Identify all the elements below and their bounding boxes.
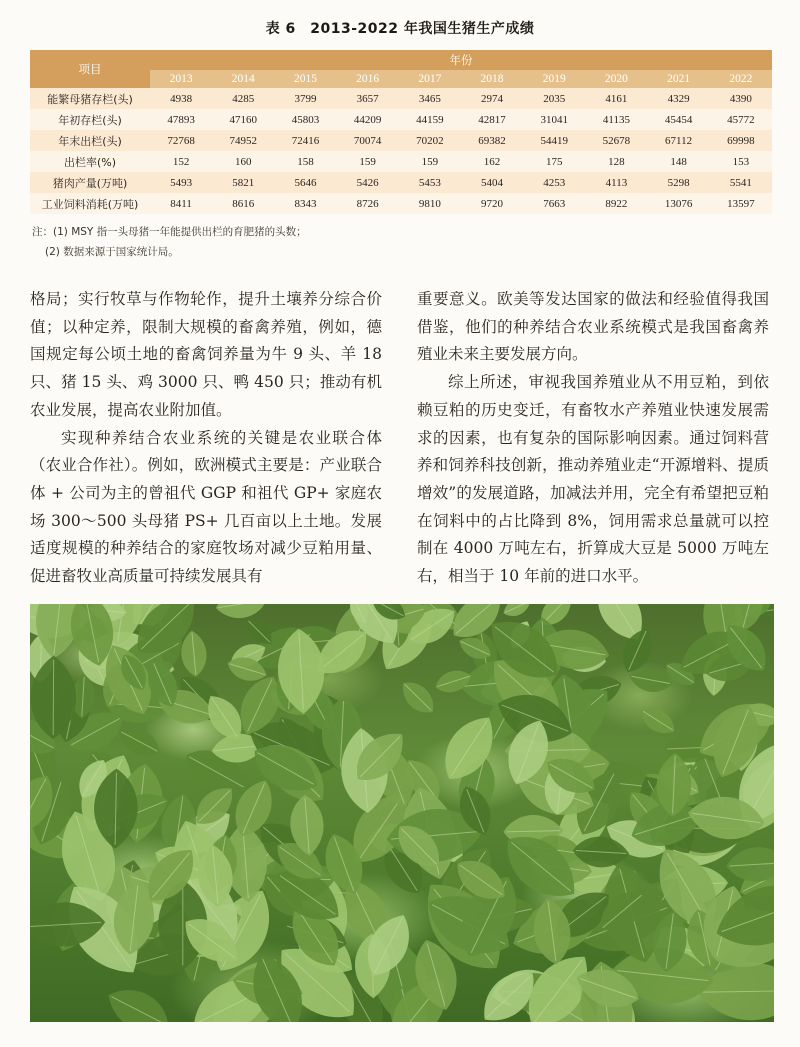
table-cell: 8922: [605, 197, 628, 210]
year-header-cell: 2022: [710, 70, 772, 88]
table-cell: 54419: [540, 134, 568, 147]
table-cell: 47160: [229, 113, 258, 126]
year-header-cell: 2016: [337, 70, 399, 88]
table-cell: 4390: [729, 92, 752, 105]
table-cell: 5493: [170, 176, 193, 189]
table-cell: 74952: [229, 134, 258, 147]
paragraph: 重要意义。欧美等发达国家的做法和经验值得我国借鉴，他们的种养结合农业系统模式是我国畜禽养殖业未来主要发展方向。: [417, 290, 769, 364]
year-header-cell: 2020: [585, 70, 647, 88]
year-header-cell: 2015: [274, 70, 336, 88]
table-cell: 160: [235, 155, 252, 168]
table-cell: 3465: [418, 92, 441, 105]
row-label: 年末出栏(头): [58, 134, 122, 148]
table-cell: 47893: [167, 113, 195, 126]
table-cell: 45772: [727, 113, 755, 126]
table-cell: 41135: [602, 113, 630, 126]
table-cell: 4938: [170, 92, 193, 105]
table-cell: 13597: [727, 197, 755, 210]
year-header-cell: 2019: [523, 70, 585, 88]
table-cell: 5426: [356, 176, 379, 189]
note-2: (2) 数据来源于国家统计局。: [45, 246, 179, 258]
table-cell: 44159: [416, 113, 444, 126]
table-cell: 13076: [664, 197, 693, 210]
table-cell: 148: [670, 155, 687, 168]
table-row: [30, 88, 772, 109]
table-cell: 70074: [353, 134, 382, 147]
paragraph: 实现种养结合农业系统的关键是农业联合体（农业合作社）。例如，欧洲模式主要是：产业联合体 + 公司为主的曾祖代 GGP 和祖代 GP+ 家庭农场 300～500 头母猪 PS+ 几百亩以上土地。发展适度规模的种养结合的家庭牧场对减少豆粕用量、促进畜牧业高质量可持续发展具有: [30, 428, 382, 586]
table-caption: 表 6 2013-2022 年我国生猪生产成绩: [265, 21, 535, 37]
table-cell: 4161: [605, 92, 628, 105]
row-label: 年初存栏(头): [58, 113, 122, 127]
table-cell: 5541: [729, 176, 752, 189]
table-cell: 8616: [232, 197, 255, 210]
paragraph: 综上所述，审视我国养殖业从不用豆粕，到依赖豆粕的历史变迁，有畜牧水产养殖业快速发展需求的因素，也有复杂的国际影响因素。通过饲料营养和饲养科技创新，推动养殖业走“开源增料、提质增效”的发展道路，加减法并用，完全有希望把豆粕在饲料中的占比降到 8%，饲用需求总量就可以控制在 4000 万吨左右，折算成大豆是 5000 万吨左右，相当于 10 年前的进口水平。: [417, 373, 769, 586]
table-cell: 5453: [418, 176, 441, 189]
table-cell: 2035: [543, 92, 566, 105]
table-cell: 153: [732, 155, 750, 168]
table-cell: 70202: [416, 134, 444, 147]
row-label: 出栏率(%): [63, 155, 117, 169]
year-header-cell: 2013: [150, 70, 212, 88]
table-notes: [32, 222, 772, 262]
year-header-cell: 2018: [461, 70, 523, 88]
table-cell: 2974: [481, 92, 504, 105]
table-body: [30, 88, 772, 214]
table-cell: 5646: [294, 176, 317, 189]
table-cell: 5404: [481, 176, 504, 189]
table-cell: 4285: [232, 92, 255, 105]
table-row: [30, 193, 772, 214]
table-cell: 44209: [353, 113, 382, 126]
table-cell: 3799: [294, 92, 317, 105]
row-label: 猪肉产量(万吨): [52, 176, 128, 190]
table-cell: 72416: [291, 134, 320, 147]
table-cell: 45803: [291, 113, 320, 126]
table-row: [30, 109, 772, 130]
table-cell: 8726: [356, 197, 379, 210]
table-cell: 8343: [294, 197, 317, 210]
year-header-cell: 2014: [212, 70, 274, 88]
body-column-right: [417, 286, 769, 591]
table-cell: 9720: [481, 197, 504, 210]
table-cell: 42817: [478, 113, 506, 126]
table-cell: 159: [359, 155, 376, 168]
table-cell: 52678: [602, 134, 631, 147]
table-cell: 45454: [664, 113, 693, 126]
table-cell: 4113: [605, 176, 628, 189]
table-cell: 4329: [667, 92, 690, 105]
table-cell: 9810: [418, 197, 441, 210]
paragraph: 格局；实行牧草与作物轮作，提升土壤养分综合价值；以种定养，限制大规模的畜禽养殖，例如，德国规定每公顷土地的畜禽饲养量为牛 9 头、羊 18 只、猪 15 头、鸡 3000 只、鸭 450 只；推动有机农业发展，提高农业附加值。: [30, 290, 382, 419]
row-label: 工业饲料消耗(万吨): [41, 197, 139, 211]
table-cell: 8411: [170, 197, 192, 210]
soybean-field-photo: [30, 604, 774, 1022]
table-cell: 5298: [667, 176, 690, 189]
table-cell: 67112: [665, 134, 693, 147]
table-cell: 158: [297, 155, 314, 168]
table-cell: 3657: [356, 92, 379, 105]
table-cell: 31041: [540, 113, 568, 126]
table-cell: 162: [483, 155, 501, 168]
table-cell: 152: [172, 155, 190, 168]
table-row: [30, 130, 772, 151]
table-cell: 69998: [727, 134, 755, 147]
row-label: 能繁母猪存栏(头): [47, 92, 133, 106]
pig-production-table: [30, 50, 772, 214]
table-cell: 5821: [232, 176, 255, 189]
table-cell: 69382: [478, 134, 506, 147]
table-row: [30, 172, 772, 193]
item-header: 项目: [30, 50, 150, 88]
table-row: [30, 151, 772, 172]
year-header-cell: 2021: [648, 70, 710, 88]
year-header-cell: 2017: [399, 70, 461, 88]
table-cell: 4253: [543, 176, 566, 189]
note-1: 注：(1) MSY 指一头母猪一年能提供出栏的育肥猪的头数；: [32, 226, 307, 238]
table-cell: 175: [545, 155, 563, 168]
year-group-header: 年份: [150, 50, 772, 70]
soybean-leaves-illustration: [30, 604, 774, 1022]
body-column-left: [30, 286, 382, 591]
table-cell: 159: [421, 155, 439, 168]
table-cell: 72768: [167, 134, 195, 147]
table-cell: 7663: [543, 197, 566, 210]
table-cell: 128: [608, 155, 625, 168]
